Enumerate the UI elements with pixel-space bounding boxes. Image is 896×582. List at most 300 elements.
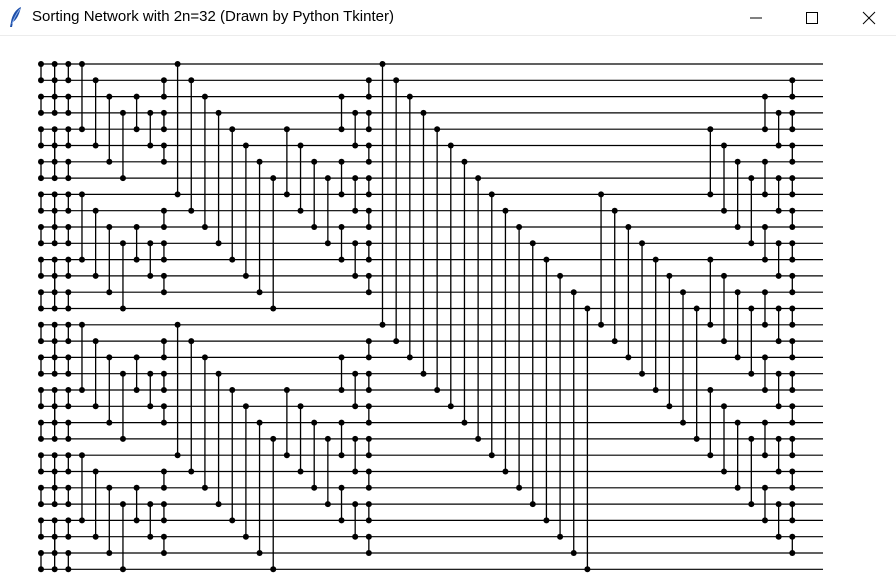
comparator-node	[202, 224, 208, 230]
comparator-node	[721, 143, 727, 149]
comparator-node	[134, 224, 140, 230]
minimize-button[interactable]	[732, 0, 780, 36]
comparator-node	[257, 159, 263, 165]
comparator	[789, 501, 795, 523]
comparator-node	[38, 77, 44, 83]
comparator-node	[161, 143, 167, 149]
comparator-node	[188, 338, 194, 344]
comparator-node	[38, 273, 44, 279]
comparator-node	[339, 191, 345, 197]
close-button[interactable]	[845, 0, 893, 36]
comparator-node	[229, 126, 235, 132]
comparator	[161, 469, 167, 491]
comparator-node	[229, 257, 235, 263]
comparator	[789, 143, 795, 165]
comparator-node	[584, 566, 590, 572]
comparator	[789, 273, 795, 295]
comparator-node	[161, 469, 167, 475]
comparator	[366, 110, 372, 132]
comparator-node	[339, 354, 345, 360]
comparator	[161, 371, 167, 393]
comparator-node	[65, 534, 71, 540]
comparator-node	[52, 273, 58, 279]
comparator-node	[366, 208, 372, 214]
comparator-node	[161, 338, 167, 344]
comparator-node	[748, 306, 754, 312]
comparator-node	[161, 485, 167, 491]
comparator-node	[516, 485, 522, 491]
comparator-node	[38, 224, 44, 230]
comparator-node	[680, 289, 686, 295]
comparator-node	[789, 338, 795, 344]
comparator-node	[120, 436, 126, 442]
comparator-node	[52, 517, 58, 523]
comparator-node	[161, 420, 167, 426]
comparator-node	[748, 240, 754, 246]
comparator-node	[776, 436, 782, 442]
comparator-node	[598, 191, 604, 197]
comparator-node	[380, 322, 386, 328]
comparator-node	[625, 354, 631, 360]
comparator-node	[776, 208, 782, 214]
comparator-node	[52, 501, 58, 507]
comparator-node	[434, 126, 440, 132]
comparator	[366, 403, 372, 425]
comparator-node	[584, 306, 590, 312]
comparator-node	[106, 354, 112, 360]
comparator	[789, 403, 795, 425]
comparator	[65, 191, 71, 213]
comparator-node	[175, 191, 181, 197]
comparator-node	[134, 257, 140, 263]
comparator-node	[789, 110, 795, 116]
sorting-network-diagram	[0, 37, 896, 582]
comparator-node	[789, 501, 795, 507]
comparator-node	[789, 534, 795, 540]
comparator-node	[52, 534, 58, 540]
comparator-node	[352, 143, 358, 149]
comparator-node	[52, 191, 58, 197]
comparator	[38, 289, 44, 311]
comparator-node	[461, 420, 467, 426]
comparator-node	[52, 126, 58, 132]
comparator-node	[789, 550, 795, 556]
comparator-node	[52, 338, 58, 344]
comparator-node	[366, 501, 372, 507]
comparator-node	[762, 354, 768, 360]
comparator	[161, 501, 167, 523]
comparator-node	[52, 403, 58, 409]
comparator-node	[762, 126, 768, 132]
comparator	[38, 354, 44, 376]
comparator-node	[38, 191, 44, 197]
comparator-node	[339, 485, 345, 491]
comparator-node	[748, 436, 754, 442]
comparator-node	[147, 273, 153, 279]
comparator	[789, 208, 795, 230]
comparator-node	[721, 208, 727, 214]
comparator	[38, 126, 44, 148]
comparator-node	[789, 322, 795, 328]
comparator	[65, 94, 71, 116]
comparator-node	[735, 289, 741, 295]
comparator-node	[120, 566, 126, 572]
comparator	[38, 94, 44, 116]
window-title: Sorting Network with 2n=32 (Drawn by Python Tkinter)	[32, 8, 394, 25]
comparator-node	[79, 452, 85, 458]
comparator-node	[380, 61, 386, 67]
comparator-node	[243, 143, 249, 149]
comparator-node	[38, 126, 44, 132]
comparator-node	[161, 354, 167, 360]
comparator-node	[557, 273, 563, 279]
comparator-node	[52, 257, 58, 263]
comparator-node	[38, 420, 44, 426]
comparator-node	[147, 534, 153, 540]
comparator-node	[65, 306, 71, 312]
comparator-node	[789, 273, 795, 279]
comparator-node	[366, 126, 372, 132]
comparator-node	[202, 485, 208, 491]
comparator-node	[789, 126, 795, 132]
comparator-node	[366, 420, 372, 426]
comparator-node	[311, 159, 317, 165]
comparator-node	[106, 550, 112, 556]
comparator-node	[65, 191, 71, 197]
comparator-node	[79, 517, 85, 523]
comparator-node	[284, 387, 290, 393]
comparator	[65, 354, 71, 376]
comparator-node	[366, 175, 372, 181]
comparator-node	[229, 387, 235, 393]
comparator-node	[52, 143, 58, 149]
comparator-node	[762, 257, 768, 263]
comparator-node	[776, 469, 782, 475]
comparator-node	[65, 289, 71, 295]
comparator-node	[366, 371, 372, 377]
comparator-node	[38, 534, 44, 540]
comparator	[161, 110, 167, 132]
comparator-node	[161, 77, 167, 83]
comparator-node	[65, 354, 71, 360]
comparator-node	[161, 550, 167, 556]
comparator-node	[366, 257, 372, 263]
comparator-node	[721, 403, 727, 409]
comparator-node	[543, 257, 549, 263]
comparator-node	[298, 143, 304, 149]
comparator-node	[65, 566, 71, 572]
comparator-node	[52, 61, 58, 67]
comparator-node	[789, 159, 795, 165]
comparator-node	[65, 371, 71, 377]
comparator-node	[339, 420, 345, 426]
network-canvas	[0, 37, 896, 582]
comparator-node	[776, 143, 782, 149]
comparator-node	[65, 387, 71, 393]
comparator-node	[735, 420, 741, 426]
comparator-node	[161, 240, 167, 246]
comparator	[65, 485, 71, 507]
maximize-icon	[805, 11, 819, 25]
comparator-node	[120, 110, 126, 116]
comparator	[789, 371, 795, 393]
comparator-node	[79, 126, 85, 132]
comparator-node	[161, 110, 167, 116]
comparator-node	[339, 224, 345, 230]
comparator-node	[38, 550, 44, 556]
comparator-node	[325, 501, 331, 507]
comparator	[65, 61, 71, 83]
comparator	[65, 452, 71, 474]
comparator-node	[52, 371, 58, 377]
comparator-node	[516, 224, 522, 230]
comparator-node	[311, 420, 317, 426]
comparator	[161, 143, 167, 165]
comparator-node	[762, 224, 768, 230]
comparator-node	[161, 387, 167, 393]
comparator-node	[161, 534, 167, 540]
comparator-node	[707, 387, 713, 393]
comparator-node	[680, 420, 686, 426]
comparator-node	[52, 387, 58, 393]
comparator-node	[420, 371, 426, 377]
comparator-node	[530, 240, 536, 246]
comparator-node	[38, 403, 44, 409]
comparator-node	[93, 77, 99, 83]
comparator	[161, 534, 167, 556]
comparator-node	[762, 485, 768, 491]
comparator-node	[175, 452, 181, 458]
comparator	[789, 338, 795, 360]
comparator-node	[639, 371, 645, 377]
comparator-node	[52, 77, 58, 83]
comparator	[38, 420, 44, 442]
comparator-node	[789, 257, 795, 263]
comparator-node	[106, 94, 112, 100]
comparator-node	[38, 501, 44, 507]
comparator-node	[270, 436, 276, 442]
comparator-node	[407, 354, 413, 360]
comparator-node	[352, 371, 358, 377]
comparator-node	[707, 191, 713, 197]
comparator-node	[134, 94, 140, 100]
comparator-node	[93, 338, 99, 344]
comparator-node	[216, 371, 222, 377]
comparator-node	[38, 289, 44, 295]
comparator-node	[352, 534, 358, 540]
comparator-node	[366, 485, 372, 491]
title-bar[interactable]	[0, 0, 896, 36]
comparator-node	[93, 143, 99, 149]
comparator-node	[762, 420, 768, 426]
comparator-node	[161, 257, 167, 263]
comparator-node	[38, 485, 44, 491]
comparator-node	[38, 175, 44, 181]
comparator	[366, 436, 372, 458]
comparator-node	[776, 403, 782, 409]
comparator-node	[352, 208, 358, 214]
comparator-node	[666, 403, 672, 409]
comparator	[38, 224, 44, 246]
comparator	[366, 143, 372, 165]
comparator-node	[557, 534, 563, 540]
comparator	[65, 517, 71, 539]
maximize-button[interactable]	[788, 0, 836, 36]
comparator	[65, 257, 71, 279]
comparator-node	[339, 126, 345, 132]
comparator-node	[352, 175, 358, 181]
comparator-node	[694, 306, 700, 312]
comparator-node	[38, 240, 44, 246]
comparator-node	[789, 289, 795, 295]
comparator-node	[147, 143, 153, 149]
comparator-node	[134, 387, 140, 393]
comparator	[789, 534, 795, 556]
comparator-node	[65, 420, 71, 426]
comparator-node	[284, 191, 290, 197]
comparator	[366, 77, 372, 99]
comparator-node	[161, 517, 167, 523]
comparator-node	[366, 224, 372, 230]
comparator-node	[38, 322, 44, 328]
comparator-node	[202, 354, 208, 360]
comparator-node	[639, 240, 645, 246]
comparator-node	[284, 126, 290, 132]
comparator-node	[120, 371, 126, 377]
comparator	[366, 338, 372, 360]
comparator-node	[352, 469, 358, 475]
comparator-node	[229, 517, 235, 523]
comparator-node	[65, 208, 71, 214]
comparator-node	[502, 469, 508, 475]
comparator-node	[79, 387, 85, 393]
comparator-node	[298, 403, 304, 409]
comparator	[366, 175, 372, 197]
comparator-node	[762, 322, 768, 328]
comparator-node	[762, 191, 768, 197]
comparator-node	[38, 257, 44, 263]
comparator-node	[653, 387, 659, 393]
comparator-node	[352, 110, 358, 116]
comparator-node	[776, 175, 782, 181]
comparator-node	[748, 371, 754, 377]
comparator	[65, 550, 71, 572]
comparator-node	[762, 387, 768, 393]
comparator-node	[366, 338, 372, 344]
comparator-node	[65, 61, 71, 67]
comparator-node	[762, 452, 768, 458]
comparator-node	[366, 452, 372, 458]
comparator-node	[38, 143, 44, 149]
comparator-node	[175, 61, 181, 67]
comparator-node	[366, 436, 372, 442]
comparator-node	[52, 566, 58, 572]
comparator-node	[65, 501, 71, 507]
comparator	[38, 517, 44, 539]
comparator-node	[789, 485, 795, 491]
comparator-node	[65, 338, 71, 344]
comparator-node	[366, 110, 372, 116]
comparator-node	[366, 469, 372, 475]
comparator-node	[65, 322, 71, 328]
comparator	[38, 387, 44, 409]
comparator	[38, 485, 44, 507]
comparator-node	[270, 566, 276, 572]
comparator-node	[762, 94, 768, 100]
comparator-node	[161, 403, 167, 409]
comparator-node	[789, 175, 795, 181]
comparator-node	[789, 403, 795, 409]
comparator-node	[257, 289, 263, 295]
comparator-node	[93, 273, 99, 279]
comparator-node	[52, 110, 58, 116]
comparator-node	[65, 224, 71, 230]
comparator-node	[366, 273, 372, 279]
comparator	[161, 208, 167, 230]
comparator-node	[352, 273, 358, 279]
comparator-node	[38, 354, 44, 360]
comparator-node	[65, 77, 71, 83]
comparator-node	[489, 191, 495, 197]
comparator-node	[461, 159, 467, 165]
comparator-node	[339, 387, 345, 393]
comparator-node	[161, 273, 167, 279]
comparator-node	[352, 403, 358, 409]
comparator-node	[789, 420, 795, 426]
comparator-node	[79, 257, 85, 263]
comparator-node	[38, 306, 44, 312]
comparator-node	[721, 469, 727, 475]
comparator-node	[65, 110, 71, 116]
comparator-node	[735, 159, 741, 165]
comparator-node	[735, 224, 741, 230]
comparator-node	[202, 94, 208, 100]
comparator-node	[106, 159, 112, 165]
comparator-node	[789, 517, 795, 523]
comparator-node	[789, 191, 795, 197]
comparator	[161, 273, 167, 295]
comparator	[366, 208, 372, 230]
comparator-node	[339, 257, 345, 263]
comparator-node	[366, 94, 372, 100]
comparator-node	[325, 175, 331, 181]
comparator	[38, 550, 44, 572]
comparator-node	[161, 159, 167, 165]
comparator-node	[789, 94, 795, 100]
comparator	[38, 191, 44, 213]
comparator-node	[52, 240, 58, 246]
comparator-node	[298, 469, 304, 475]
comparator	[65, 289, 71, 311]
comparator-node	[776, 534, 782, 540]
comparator-node	[420, 110, 426, 116]
comparator-node	[707, 322, 713, 328]
comparator-node	[65, 273, 71, 279]
comparator-node	[161, 501, 167, 507]
comparator-node	[188, 77, 194, 83]
comparator-node	[38, 338, 44, 344]
comparator-node	[571, 550, 577, 556]
comparator-node	[147, 110, 153, 116]
comparator-node	[776, 338, 782, 344]
comparator-node	[502, 208, 508, 214]
comparator-node	[106, 485, 112, 491]
comparator-node	[257, 550, 263, 556]
comparator	[789, 436, 795, 458]
comparator-node	[434, 387, 440, 393]
comparator-node	[134, 126, 140, 132]
comparator-node	[120, 240, 126, 246]
